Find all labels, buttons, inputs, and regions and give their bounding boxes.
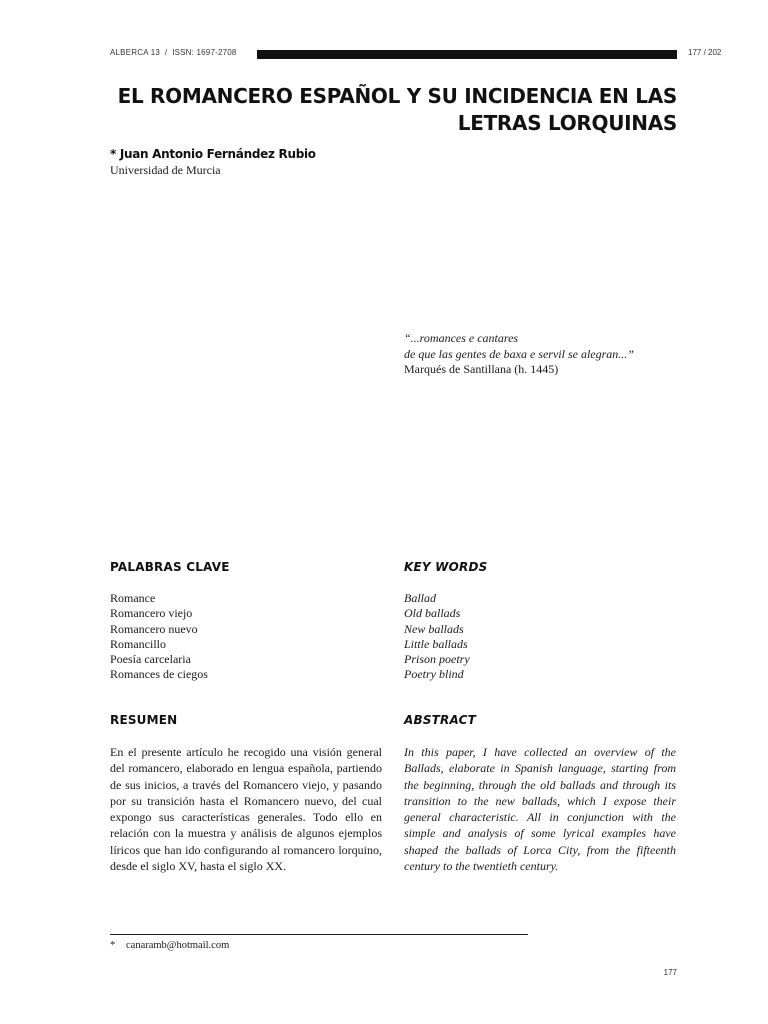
epigraph-line-2: de que las gentes de baxa e servil se alegran...” xyxy=(404,346,634,361)
epigraph xyxy=(404,331,634,378)
keyword-es-item: Romance xyxy=(110,591,156,605)
keyword-es-item: Romancero nuevo xyxy=(110,621,198,636)
footnote-rule xyxy=(110,934,528,935)
keyword-es-item: Romancero viejo xyxy=(110,606,193,621)
keyword-en-item: Old ballads xyxy=(404,606,461,621)
resumen-text: En el presente artículo he recogido una visión general del romancero, elaborado en lengua española, partiendo de sus inicios, a través del Romancero viejo, y pasando por su transición hasta el Romancero nuevo, del cual expongo sus características generales. Todo ello en relación con la muestra y análisis de algunos ejemplos líricos que han ido configurando al romancero lorquino, desde el siglo XV, hasta el siglo XX. xyxy=(110,745,382,874)
footnote-mark: * xyxy=(110,940,116,951)
keyword-es-item: Romances de ciegos xyxy=(110,667,208,682)
journal-name: ALBERCA 13 xyxy=(110,48,161,57)
keyword-en-item: Little ballads xyxy=(404,636,468,651)
page-number: 177 xyxy=(663,968,677,977)
epigraph-line-1: “...romances e cantares xyxy=(404,331,519,345)
resumen-heading: RESUMEN xyxy=(110,713,178,727)
footnote-email: canaramb@hotmail.com xyxy=(126,940,230,951)
author-affiliation: Universidad de Murcia xyxy=(110,163,221,177)
keywords-es-list xyxy=(110,591,208,683)
header-bar xyxy=(257,50,677,59)
page-range: 177 / 202 xyxy=(688,48,722,57)
keywords-en-list xyxy=(404,591,470,683)
keywords-es-heading: PALABRAS CLAVE xyxy=(110,560,230,574)
keywords-en-heading: KEY WORDS xyxy=(404,560,488,574)
keyword-en-item: Ballad xyxy=(404,591,436,605)
keyword-en-item: Poetry blind xyxy=(404,667,464,682)
author-name: * Juan Antonio Fernández Rubio xyxy=(110,147,316,161)
keyword-en-item: New ballads xyxy=(404,621,464,636)
article-title: EL ROMANCERO ESPAÑOL Y SU INCIDENCIA EN LAS LETRAS LORQUINAS xyxy=(117,84,677,135)
epigraph-attribution: Marqués de Santillana (h. 1445) xyxy=(404,362,559,376)
issn: ISSN: 1697-2708 xyxy=(172,48,237,57)
running-header-left xyxy=(110,48,237,57)
keyword-es-item: Poesía carcelaria xyxy=(110,652,191,667)
keyword-en-item: Prison poetry xyxy=(404,652,470,667)
header-separator: / xyxy=(164,48,168,57)
abstract-text: In this paper, I have collected an overview of the Ballads, elaborate in Spanish language, starting from the beginning, through the old ballads and through its transition to the new ballads, which I expose their general characteristic. All in conjunction with the simple and analysis of some lyrical examples have shaped the ballads of Lorca City, from the fifteenth century to the twentieth century. xyxy=(404,745,676,874)
keyword-es-item: Romancillo xyxy=(110,636,166,651)
footnote xyxy=(110,940,229,951)
abstract-heading: ABSTRACT xyxy=(404,713,477,727)
